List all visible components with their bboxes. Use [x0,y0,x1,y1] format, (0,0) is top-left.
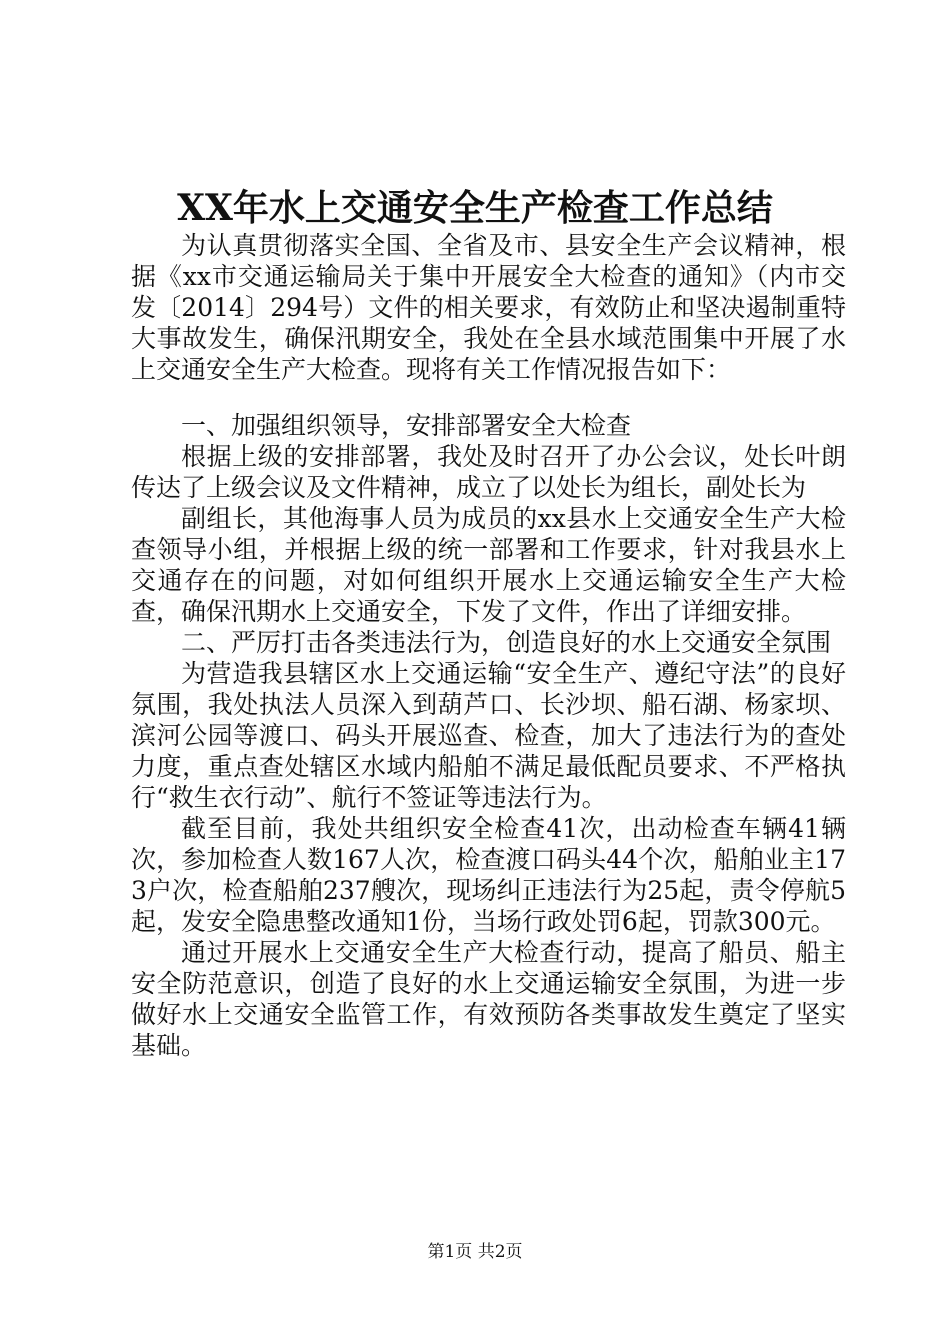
paragraph-statistics: 截至目前，我处共组织安全检查41次，出动检查车辆41辆次，参加检查人数167人次，检查渡口码头44个次，船舶业主173户次，检查船舶237艘次，现场纠正违法行为25起，责令停航5起，发安全隐患整改通知1份，当场行政处罚6起，罚款300元。 [131,814,846,936]
paragraph-section-2-a: 为营造我县辖区水上交通运输“安全生产、遵纪守法”的良好氛围，我处执法人员深入到葫芦口、长沙坝、船石湖、杨家坝、滨河公园等渡口、码头开展巡查、检查，加大了违法行为的查处力度，重点查处辖区水域内船舶不满足最低配员要求、不严格执行“救生衣行动”、航行不签证等违法行为。 [131,659,846,812]
paragraph-intro: 为认真贯彻落实全国、全省及市、县安全生产会议精神，根据《xx市交通运输局关于集中开展安全大检查的通知》（内市交发〔2014〕294号）文件的相关要求，有效防止和坚决遏制重特大事故发生，确保汛期安全，我处在全县水域范围集中开展了水上交通安全生产大检查。现将有关工作情况报告如下： [131,231,846,384]
page-number: 第1页 共2页 [427,1242,523,1262]
section-heading-2: 二、严厉打击各类违法行为，创造良好的水上交通安全氛围 [181,628,832,657]
document-title: XX年水上交通安全生产检查工作总结 [177,187,773,229]
section-heading-1: 一、加强组织领导，安排部署安全大检查 [181,411,632,440]
paragraph-conclusion: 通过开展水上交通安全生产大检查行动，提高了船员、船主安全防范意识，创造了良好的水上交通运输安全氛围，为进一步做好水上交通安全监管工作，有效预防各类事故发生奠定了坚实基础。 [131,938,846,1060]
document-body [131,230,846,1061]
paragraph-section-1-b: 副组长，其他海事人员为成员的xx县水上交通安全生产大检查领导小组，并根据上级的统一部署和工作要求，针对我县水上交通存在的问题，对如何组织开展水上交通运输安全生产大检查，确保汛期水上交通安全，下发了文件，作出了详细安排。 [131,504,846,626]
paragraph-section-1-a: 根据上级的安排部署，我处及时召开了办公会议，处长叶朗传达了上级会议及文件精神，成立了以处长为组长，副处长为 [131,442,846,502]
